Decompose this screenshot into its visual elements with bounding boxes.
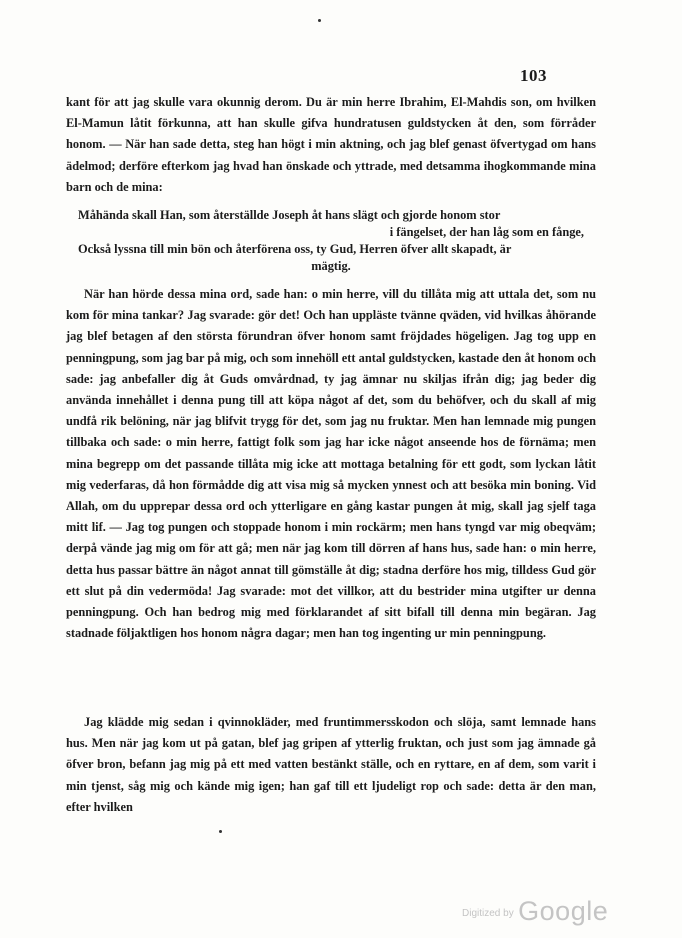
main-paragraph (66, 284, 596, 644)
verse-line-3: Också lyssna till min bön och återförena oss, ty Gud, Herren öfver allt skapadt, är (78, 242, 512, 256)
watermark-prefix: Digitized by (462, 908, 514, 919)
paragraph-2: När han hörde dessa mina ord, sade han: o min herre, vill du tillåta mig att uttala det, som nu kom för mina tankar? Jag svarade: gör det! Och han uppläste tvänne qväden, vid hvilkas åhörande jag blef betagen af den största förundran öfver honom samt fröjdades högeligen. Jag tog upp en penningpung, som jag bar på mig, och som innehöll ett antal guldstycken, kastade den åt honom och sade: jag anbefaller dig åt Guds omvårdnad, ty jag ämnar nu skiljas ifrån dig; jag beder dig använda innehållet i denna pung till att köpa något af det, som du behöfver, och du skall af mig undfå rik belöning, när jag blifvit trygg för det, som jag nu fruktar. Men han lemnade mig pungen tillbaka och sade: o min herre, fattigt folk som jag har icke något anseende hos de förnäma; men mina begrepp om det passande tillåta mig icke att mottaga betalning för ett godt, som lyckan låtit mig vederfaras, då hon förmådde dig att visa mig så mycken ynnest och att besöka min boning. Vid Allah, om du upprepar dessa ord och ytterligare en gång kastar pungen åt mig, skall jag sjelf taga mitt lif. — Jag tog pungen och stoppade honom i min rockärm; men hans tyngd var mig obeqväm; derpå vände jag mig om för att gå; men när jag kom till dörren af hans hus, sade han: o min herre, detta hus passar bättre än något annat till gömställe åt dig; stadna derföre hos mig, tilldess Gud gör ett slut på din vedermöda! Jag svarade: mot det villkor, att du bestrider mina utgifter ur denna penningpung. Och han bedrog mig med förklarandet af sitt bifall till denna min begäran. Jag stadnade följaktligen hos honom några dagar; men han tog ingenting ur min penningpung. (66, 287, 596, 641)
paragraph-3: Jag klädde mig sedan i qvinnokläder, med fruntimmersskodon och slöja, samt lemnade hans hus. Men när jag kom ut på gatan, blef jag gripen af ytterlig fruktan, och just som jag ämnade gå öfver bron, befann jag mig på ett med vatten bestänkt ställe, och en ryttare, en af dem, som varit i min tjenst, såg mig och kände mig igen; han gaf till ett ljudeligt rop och sade: detta är den man, efter hvilken (66, 715, 596, 814)
digitized-watermark (462, 896, 608, 927)
verse-block (70, 207, 592, 275)
verse-line-1: Måhända skall Han, som återställde Joseph åt hans slägt och gjorde honom stor (78, 208, 501, 222)
verse-line-4: mägtig. (311, 259, 351, 273)
final-paragraph (66, 712, 596, 818)
speck-mark-top (318, 19, 321, 22)
google-logo: Google (518, 896, 609, 926)
page-number: 103 (520, 66, 547, 85)
speck-mark-bottom (219, 830, 222, 833)
paragraph-1: kant för att jag skulle vara okunnig derom. Du är min herre Ibrahim, El-Mahdis son, om hvilken El-Mamun låtit förkunna, att han skulle gifva hundratusen guldstycken åt den, som förråder honom. — När han sade detta, steg han högt i min aktning, och jag blef genast öfvertygad om hans ädelmod; derföre efterkom jag hvad han önskade och yttrade, med detsamma ihogkommande mina barn och de mina: (66, 95, 596, 194)
opening-paragraph (66, 92, 596, 198)
verse-line-2: i fängelset, der han låg som en fånge, (389, 225, 584, 239)
